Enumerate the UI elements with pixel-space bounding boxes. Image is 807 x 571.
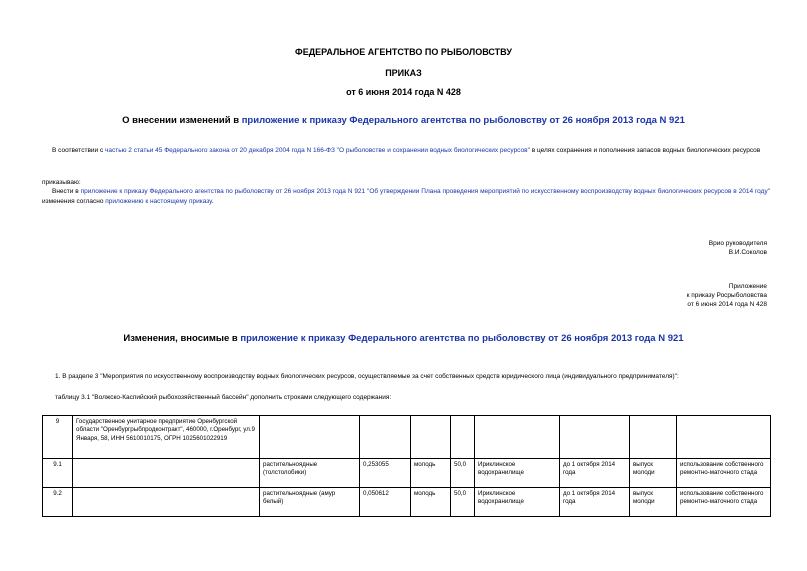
changes-title-link[interactable]: приложение к приказу Федерального агентства по рыболовству от 26 ноября 2013 года N 921 [240,333,684,344]
order-word: приказываю: [42,179,81,186]
signer-position: Врио руководителя [708,240,767,247]
table-intro-text: таблицу 3.1 "Волжско-Каспийский рыбохозяйственный бассейн" дополнить строками следующего содержания: [55,394,392,401]
empty-cell [630,416,677,459]
preamble-text-1: В соответствии с [52,147,106,154]
signature-block [567,239,767,257]
row-number: 9 [43,416,73,459]
empty-cell [677,416,771,459]
changes-table [42,415,771,517]
stage-cell: молодь [411,459,451,488]
empty-cell [411,416,451,459]
term-cell: до 1 октября 2014 года [560,459,630,488]
organization-details: Государственное унитарное предприятие Оренбургской области "Оренбургрыбпродконтракт", 460000, г.Оренбург, ул.9 Января, 58, ИНН 5610010175, ОГРН 1025601022919 [73,416,260,459]
action-cell: выпуск молоди [630,459,677,488]
table-row [43,459,771,488]
term-cell: до 1 октября 2014 года [560,488,630,517]
species-cell: растительноядные (толстолобики) [260,459,360,488]
appendix-line-2: к приказу Росрыболовства [686,292,767,299]
changes-title-text: Изменения, вносимые в [123,333,241,344]
preamble-paragraph [42,146,770,156]
usage-cell: использование собственного ремонтно-маточного стада [677,459,771,488]
empty-cell [73,488,260,517]
order-paragraph [42,187,770,206]
this-order-appendix-link[interactable]: приложению к настоящему приказу [105,197,212,205]
empty-cell [451,416,475,459]
item-1-text: 1. В разделе 3 "Мероприятия по искусственному воспроизводству водных биологических ресурсов, осуществляемые за счет собственных средств юридического лица (индивидуального предпринимателя)": [55,373,679,380]
order-title-text: О внесении изменений в [122,115,242,126]
place-cell: Ириклинское водохранилище [475,488,560,517]
order-text-3: . [211,197,214,205]
action-cell: выпуск молоди [630,488,677,517]
order-title-link[interactable]: приложение к приказу Федерального агентства по рыболовству от 26 ноября 2013 года N 921 [241,115,685,126]
appendix-reference [567,282,767,309]
weight-cell: 50,0 [451,459,475,488]
empty-cell [260,416,360,459]
empty-cell [360,416,411,459]
quantity-cell: 0,253055 [360,459,411,488]
preamble-text-2: в целях сохранения и пополнения запасов водных биологических ресурсов [529,147,761,154]
place-cell: Ириклинское водохранилище [475,459,560,488]
species-cell: растительноядные (амур белый) [260,488,360,517]
federal-law-link[interactable]: частью 2 статьи 45 Федерального закона от 20 декабря 2004 года N 166-ФЗ "О рыболовстве и сохранении водных биологических ресурсов" [105,147,530,154]
row-number: 9.1 [43,459,73,488]
row-number: 9.2 [43,488,73,517]
table-row [43,416,771,459]
document-date-number: от 6 июня 2014 года N 428 [346,87,461,97]
agency-name: ФЕДЕРАЛЬНОЕ АГЕНТСТВО ПО РЫБОЛОВСТВУ [295,47,512,57]
empty-cell [73,459,260,488]
changes-title [0,333,807,344]
appendix-order-link[interactable]: приложение к приказу Федерального агентства по рыболовству от 26 ноября 2013 года N 921 "Об утверждении Плана проведения мероприятий по искусственному воспроизводству водных биологических ресурсов в 2014 году" [80,188,770,195]
stage-cell: молодь [411,488,451,517]
quantity-cell: 0,050612 [360,488,411,517]
weight-cell: 50,0 [451,488,475,517]
order-text-2: изменения согласно [42,197,106,205]
empty-cell [475,416,560,459]
table-row [43,488,771,517]
appendix-line-3: от 6 июня 2014 года N 428 [687,301,767,308]
document-type: ПРИКАЗ [385,68,422,78]
appendix-line-1: Приложение [728,283,767,290]
order-title [0,115,807,126]
empty-cell [560,416,630,459]
signer-name: В.И.Соколов [728,249,767,256]
order-text-1: Внести в [52,188,81,195]
usage-cell: использование собственного ремонтно-маточного стада [677,488,771,517]
